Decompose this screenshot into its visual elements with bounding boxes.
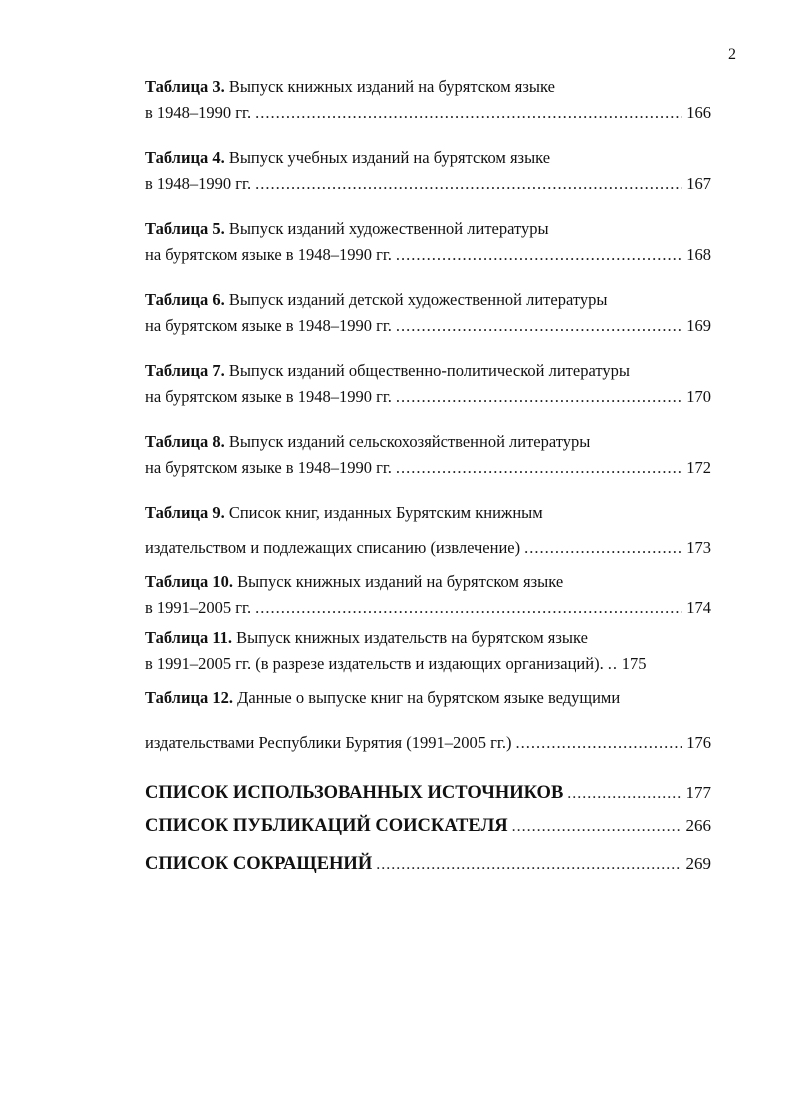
entry-page-number: 169 — [686, 316, 711, 335]
entry-page-number: 174 — [686, 598, 711, 617]
entry-first-line — [145, 500, 711, 526]
toc-entry-table-10 — [145, 569, 711, 621]
dot-leader — [567, 779, 681, 809]
entry-title: Выпуск изданий детской художественной литературы — [228, 290, 608, 309]
entry-first-line — [145, 429, 711, 455]
entry-title: Выпуск изданий общественно-политической литературы — [228, 361, 630, 380]
dot-leader — [255, 171, 682, 197]
toc-section-abbreviations — [145, 849, 711, 879]
toc-entry-table-9 — [145, 500, 711, 561]
dot-leader — [255, 100, 682, 126]
entry-title: Выпуск изданий сельскохозяйственной литературы — [228, 432, 591, 451]
entry-label: Таблица 8. — [145, 432, 225, 451]
entry-page-number: 175 — [621, 654, 647, 673]
toc-entry-table-4 — [145, 145, 711, 197]
dot-leader — [396, 313, 682, 339]
entry-label: Таблица 6. — [145, 290, 225, 309]
entry-second-line — [145, 651, 711, 677]
section-page-number: 266 — [685, 816, 711, 835]
table-of-contents — [145, 74, 711, 879]
entry-title: Список книг, изданных Бурятским книжным — [228, 503, 543, 522]
toc-entry-table-12 — [145, 685, 711, 756]
entry-title-continued: на бурятском языке в 1948–1990 гг. — [145, 316, 392, 335]
section-title: СПИСОК ИСПОЛЬЗОВАННЫХ ИСТОЧНИКОВ — [145, 783, 564, 803]
toc-entry-table-6 — [145, 287, 711, 339]
entry-page-number: 176 — [686, 733, 711, 752]
entry-title-continued: в 1991–2005 гг. — [145, 598, 252, 617]
section-title: СПИСОК СОКРАЩЕНИЙ — [145, 854, 373, 874]
toc-entry-table-3 — [145, 74, 711, 126]
entry-label: Таблица 5. — [145, 219, 225, 238]
entry-label: Таблица 11. — [145, 628, 233, 647]
entry-page-number: 167 — [686, 174, 711, 193]
entry-title: Данные о выпуске книг на бурятском языке ведущими — [237, 688, 621, 707]
entry-second-line — [145, 730, 711, 756]
entry-title-continued: в 1948–1990 гг. — [145, 103, 252, 122]
entry-page-number: 170 — [686, 387, 711, 406]
entry-first-line — [145, 287, 711, 313]
entry-second-line — [145, 535, 711, 561]
page-number: 2 — [728, 46, 736, 63]
entry-second-line — [145, 171, 711, 197]
entry-title: Выпуск книжных изданий на бурятском языке — [228, 77, 555, 96]
entry-first-line — [145, 216, 711, 242]
entry-page-number: 172 — [686, 458, 711, 477]
dot-leader — [512, 812, 682, 842]
entry-label: Таблица 3. — [145, 77, 225, 96]
toc-entry-table-5 — [145, 216, 711, 268]
entry-page-number: 166 — [686, 103, 711, 122]
entry-page-number: 168 — [686, 245, 711, 264]
toc-section-publications — [145, 811, 711, 841]
entry-first-line — [145, 74, 711, 100]
entry-second-line — [145, 313, 711, 339]
dot-leader — [396, 384, 682, 410]
entry-second-line — [145, 384, 711, 410]
entry-title: Выпуск книжных изданий на бурятском языке — [237, 572, 564, 591]
entry-title-continued: на бурятском языке в 1948–1990 гг. — [145, 245, 392, 264]
entry-second-line — [145, 595, 711, 621]
dot-leader — [524, 535, 682, 561]
entry-title-continued: в 1991–2005 гг. (в разрезе издательств и издающих организаций). — [145, 654, 604, 673]
dot-leader — [515, 730, 682, 756]
toc-entry-table-7 — [145, 358, 711, 410]
dot-leader — [396, 242, 682, 268]
entry-label: Таблица 7. — [145, 361, 225, 380]
entry-label: Таблица 9. — [145, 503, 225, 522]
entry-second-line — [145, 242, 711, 268]
dot-leader — [396, 455, 682, 481]
section-title: СПИСОК ПУБЛИКАЦИЙ СОИСКАТЕЛЯ — [145, 816, 508, 836]
toc-entry-table-8 — [145, 429, 711, 481]
toc-section-sources — [145, 778, 711, 808]
entry-title-continued: в 1948–1990 гг. — [145, 174, 252, 193]
entry-title: Выпуск изданий художественной литературы — [228, 219, 549, 238]
entry-first-line — [145, 569, 711, 595]
entry-title: Выпуск учебных изданий на бурятском языке — [228, 148, 551, 167]
dot-leader — [608, 651, 618, 677]
entry-title-continued: издательством и подлежащих списанию (извлечение) — [145, 538, 521, 557]
entry-title-continued: издательствами Республики Бурятия (1991–2005 гг.) — [145, 733, 512, 752]
entry-first-line — [145, 625, 711, 651]
entry-second-line — [145, 455, 711, 481]
entry-page-number: 173 — [686, 538, 711, 557]
section-page-number: 177 — [685, 783, 711, 802]
section-page-number: 269 — [685, 854, 711, 873]
entry-title-continued: на бурятском языке в 1948–1990 гг. — [145, 387, 392, 406]
entry-second-line — [145, 100, 711, 126]
entry-title-continued: на бурятском языке в 1948–1990 гг. — [145, 458, 392, 477]
toc-entry-table-11 — [145, 625, 711, 677]
entry-first-line — [145, 145, 711, 171]
entry-first-line — [145, 685, 711, 711]
entry-first-line — [145, 358, 711, 384]
entry-label: Таблица 4. — [145, 148, 225, 167]
dot-leader — [255, 595, 682, 621]
dot-leader — [376, 850, 681, 880]
entry-label: Таблица 10. — [145, 572, 233, 591]
entry-title: Выпуск книжных издательств на бурятском языке — [236, 628, 588, 647]
entry-label: Таблица 12. — [145, 688, 233, 707]
